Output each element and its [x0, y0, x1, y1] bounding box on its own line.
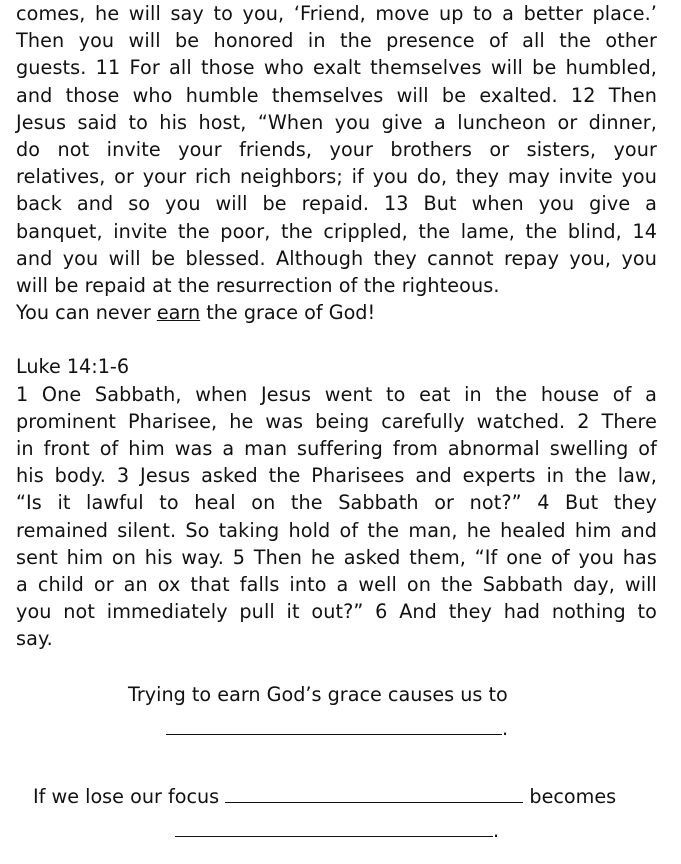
fill-in-blank[interactable]: [225, 784, 523, 803]
scripture-passage-2: [16, 381, 657, 653]
passage-line: will be repaid at the resurrection of the righteous.: [16, 274, 500, 298]
passage-line: and those who humble themselves will be exalted. 12 Then: [16, 83, 657, 107]
prompt-2-middle: becomes: [529, 785, 617, 808]
passage-line: and you will be blessed. Although they cannot repay you, you: [16, 246, 657, 270]
passage-line: sent him on his way. 5 Then he asked them, “If one of you has: [16, 545, 657, 569]
passage-line: 1 One Sabbath, when Jesus went to eat in the house of a: [16, 382, 657, 406]
tagline: [16, 299, 657, 326]
passage-line: do not invite your friends, your brothers or sisters, your: [16, 138, 657, 162]
passage-line: Jesus said to his host, “When you give a luncheon or dinner,: [16, 110, 657, 134]
scripture-reference: Luke 14:1-6: [16, 355, 130, 379]
worksheet-answer-line-2[interactable]: [175, 818, 499, 844]
tagline-underlined-word: earn: [156, 301, 201, 325]
blank-end-period: .: [502, 717, 509, 740]
passage-line: in front of him was a man suffering from abnormal swelling of: [16, 437, 657, 461]
passage-line: Then you will be honored in the presence of all the other: [16, 29, 657, 53]
passage-line: back and so you will be repaid. 13 But when you give a: [16, 192, 657, 216]
passage-line: prominent Pharisee, he was being carefully watched. 2 There: [16, 409, 657, 433]
passage-line: you not immediately pull it out?” 6 And they had nothing to: [16, 600, 657, 624]
passage-line: his body. 3 Jesus asked the Pharisees and experts in the law,: [16, 464, 657, 488]
passage-line: guests. 11 For all those who exalt themselves will be humbled,: [16, 56, 657, 80]
tagline-end: the grace of God!: [200, 301, 376, 325]
document-page: [16, 0, 657, 653]
passage-line: a child or an ox that falls into a well on the Sabbath day, will: [16, 573, 657, 597]
blank-end-period: .: [493, 819, 500, 842]
prompt-2-start: If we lose our focus: [33, 785, 220, 808]
passage-line: “Is it lawful to heal on the Sabbath or not?” 4 But they: [16, 491, 657, 515]
passage-line: relatives, or your rich neighbors; if you do, they may invite you: [16, 165, 657, 189]
passage-line: remained silent. So taking hold of the man, he healed him and: [16, 518, 657, 542]
worksheet-answer-line-1[interactable]: [166, 716, 508, 742]
worksheet-prompt-1: Trying to earn God’s grace causes us to: [128, 683, 508, 706]
scripture-passage-1: [16, 0, 657, 299]
fill-in-blank[interactable]: [166, 716, 502, 735]
passage-line: say.: [16, 627, 53, 651]
worksheet-prompt-2: [33, 784, 616, 810]
tagline-start: You can never: [16, 301, 157, 325]
passage-line: banquet, invite the poor, the crippled, the lame, the blind, 14: [16, 219, 657, 243]
fill-in-blank[interactable]: [175, 818, 493, 837]
passage-line: comes, he will say to you, ‘Friend, move up to a better place.’: [16, 2, 657, 25]
